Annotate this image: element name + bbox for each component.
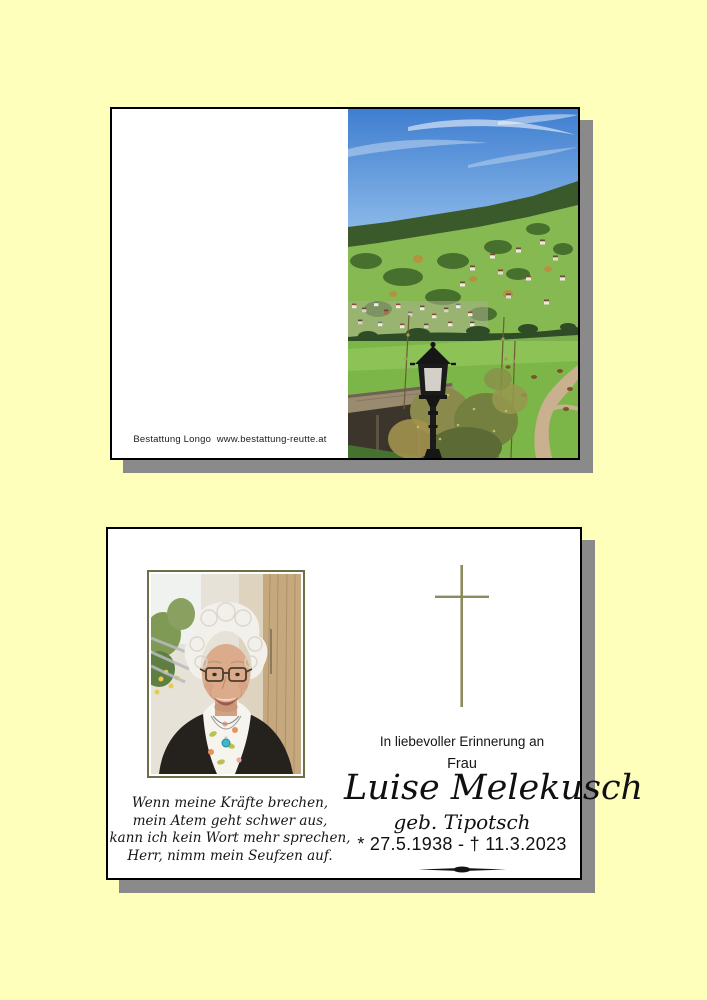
memorial-verse [108,795,352,865]
cross-icon [344,565,580,707]
memorial-text-column [344,529,644,878]
maiden-name: geb. Tipotsch [393,810,531,834]
memorial-salutation: Frau [447,756,477,772]
funeral-home-credit: Bestattung Longo www.bestattung-reutte.at [133,434,327,445]
verse-line: mein Atem geht schwer aus, [132,812,328,829]
alpine-valley-photo [348,109,578,458]
life-dates: * 27.5.1938 - † 11.3.2023 [357,834,567,854]
portrait-photo-frame [147,570,305,778]
memorial-intro: In liebevoller Erinnerung an [379,734,545,749]
verse-line: kann ich kein Wort mehr sprechen, [109,830,351,847]
verse-line: Wenn meine Kräfte brechen, [131,795,329,811]
divider-flourish-icon [344,861,580,879]
deceased-portrait-photo [151,574,301,774]
verse-line: Herr, nimm mein Seufzen auf. [127,847,333,864]
memorial-card-inside [106,527,644,880]
memorial-card-outside [110,107,580,460]
deceased-name: Luise Melekusch [344,768,644,808]
